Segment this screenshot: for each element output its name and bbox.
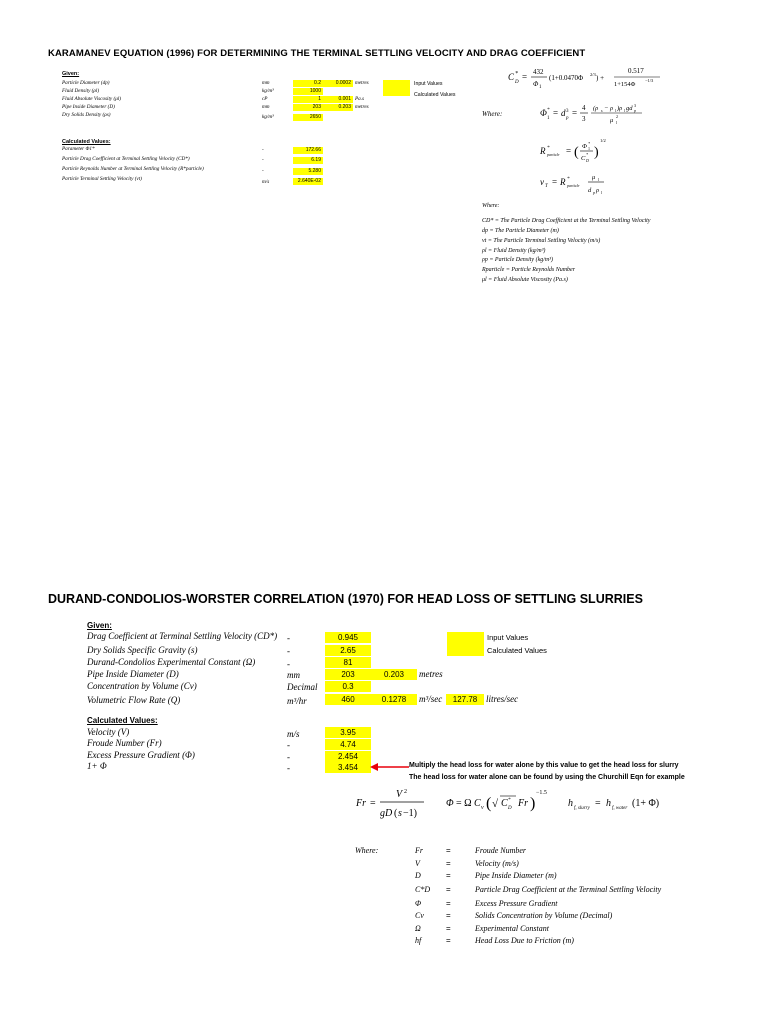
given-extra-unit-pipe-diameter: metres [355, 104, 369, 110]
svg-text:T: T [545, 184, 548, 189]
svg-text:)ρ: )ρ [617, 105, 623, 112]
dcw-def-desc-omega: Experimental Constant [475, 924, 549, 933]
svg-text:f, water: f, water [612, 806, 628, 811]
dcw-unit-drag-coefficient: - [287, 633, 290, 643]
dcw-unit-specific-gravity: - [287, 646, 290, 656]
given-unit-fluid-density: kg/m³ [262, 88, 274, 94]
svg-text:d: d [561, 108, 566, 118]
svg-text:(: ( [574, 145, 579, 160]
definition-fluid-viscosity: μl = Fluid Absolute Viscosity (Pa.s) [482, 277, 568, 283]
svg-text:l: l [616, 120, 618, 125]
svg-text:*: * [567, 177, 570, 182]
svg-text:C: C [501, 798, 508, 809]
dcw-label-specific-gravity: Dry Solids Specific Gravity (s) [87, 645, 198, 655]
svg-text:−1.5: −1.5 [536, 790, 547, 796]
legend-calc-label: Calculated Values [414, 92, 456, 98]
dcw-def-sym-diameter: D [415, 871, 421, 880]
given-extra-particle-diameter: 0.0002 [323, 80, 353, 87]
dcw-def-desc-phi: Excess Pressure Gradient [475, 899, 558, 908]
calc-label-settling-velocity: Particle Terminal Settling Velocity (vt) [62, 176, 142, 182]
svg-text:) +: ) + [596, 74, 605, 82]
dcw-def-eq-froude: = [446, 846, 451, 855]
dcw-unit-pipe-diameter: mm [287, 670, 300, 680]
calc-label-drag-coefficient: Particle Drag Coefficient at Terminal Settling Velocity (CD*) [62, 156, 190, 162]
svg-text:Where:: Where: [482, 110, 503, 118]
svg-text:v: v [540, 177, 544, 187]
definition-particle-density: ρp = Particle Density (kg/m³) [482, 257, 554, 263]
dcw-legend-calc-label: Calculated Values [487, 646, 547, 655]
red-arrow-icon [368, 761, 410, 773]
svg-text:Φ: Φ [533, 80, 539, 88]
svg-text:D: D [586, 158, 589, 163]
svg-text:4: 4 [582, 104, 586, 112]
dcw-label-concentration: Concentration by Volume (Cv) [87, 681, 197, 691]
svg-text:d: d [588, 187, 592, 194]
dcw-calc-unit-froude: - [287, 740, 290, 750]
dcw-calc-value-froude: 4.74 [325, 739, 371, 750]
svg-text:μ: μ [592, 174, 596, 181]
svg-text:h: h [568, 798, 573, 809]
dcw-label-drag-coefficient: Drag Coefficient at Terminal Settling Velocity (CD*) [87, 631, 278, 641]
given-extra-unit-particle-diameter: metres [355, 80, 369, 86]
dcw-note-multiply: Multiply the head loss for water alone by this value to get the head loss for slurry [409, 762, 679, 769]
given-value-pipe-diameter[interactable]: 203 [293, 104, 323, 111]
svg-text:=: = [522, 72, 528, 82]
dcw-legend-swatch [447, 632, 484, 656]
dcw-calc-unit-one-plus-phi: - [287, 763, 290, 773]
dcw-value-experimental-constant[interactable]: 81 [325, 657, 371, 668]
calc-unit-drag-coefficient: - [262, 157, 264, 163]
given-unit-fluid-viscosity: cP [262, 96, 268, 102]
svg-text:p: p [566, 116, 569, 121]
svg-text:*: * [586, 152, 588, 157]
calc-unit-settling-velocity: m/s [262, 179, 270, 185]
svg-text:=: = [566, 146, 572, 156]
dcw-calc-value-velocity: 3.95 [325, 727, 371, 738]
dcw-calc-value-pressure-gradient: 2.454 [325, 751, 371, 762]
svg-text:gD: gD [380, 808, 393, 819]
svg-text:): ) [594, 145, 599, 160]
dcw-def-sym-velocity: V [415, 859, 420, 868]
dcw-legend-input-label: Input Values [487, 633, 529, 642]
calc-value-reynolds-number: 5.280 [293, 168, 323, 175]
svg-text:1: 1 [539, 85, 542, 90]
dcw-calc-value-one-plus-phi: 3.454 [325, 762, 371, 773]
definition-fluid-density: ρl = Fluid Density (kg/m³) [482, 248, 546, 254]
svg-text:C: C [508, 72, 515, 82]
svg-text:(1+ Φ): (1+ Φ) [632, 798, 660, 809]
svg-text:1+154Φ: 1+154Φ [614, 81, 636, 88]
dcw-where-label: Where: [355, 846, 379, 855]
svg-text:=: = [370, 798, 376, 809]
svg-text:432: 432 [533, 68, 544, 76]
karamanev-given-heading: Given: [62, 71, 80, 77]
svg-text:*: * [515, 71, 518, 77]
dcw-label-pipe-diameter: Pipe Inside Diameter (D) [87, 669, 179, 679]
dcw-flow-rate-m3s: 0.1278 [371, 694, 417, 705]
svg-text:*: * [508, 798, 511, 803]
dcw-equations [350, 785, 690, 827]
given-unit-solids-density: kg/m³ [262, 114, 274, 120]
dcw-def-eq-omega: = [446, 924, 451, 933]
dcw-def-sym-concentration: Cv [415, 911, 424, 920]
svg-text:Fr: Fr [518, 798, 528, 809]
dcw-def-sym-drag: C*D [415, 885, 431, 894]
dcw-label-experimental-constant: Durand-Condolios Experimental Constant (Ω) [87, 657, 256, 667]
dcw-def-sym-phi: Φ [415, 899, 422, 908]
dcw-flow-rate-m3s-unit: m³/sec [419, 694, 443, 704]
svg-text:1: 1 [547, 116, 550, 121]
svg-text:p: p [634, 108, 636, 113]
svg-text:v: v [481, 805, 484, 811]
calc-unit-reynolds-number: - [262, 168, 264, 174]
given-label-particle-diameter: Particle Diameter (dp) [62, 80, 110, 86]
dcw-calc-label-one-plus-phi: 1+ Φ [87, 761, 107, 771]
calc-label-reynolds-number: Particle Reynolds Number at Terminal Settling Velocity (R*particle) [62, 166, 204, 172]
dcw-def-desc-drag: Particle Drag Coefficient at the Terminal Settling Velocity [475, 885, 662, 894]
svg-text:R: R [540, 146, 546, 156]
dcw-note-churchill: The head loss for water alone can be found by using the Churchill Eqn for example [409, 774, 685, 781]
dcw-unit-flow-rate: m³/hr [287, 696, 307, 706]
dcw-unit-experimental-constant: - [287, 659, 290, 669]
svg-text:3: 3 [582, 115, 586, 123]
legend-input-swatch [383, 80, 410, 96]
karamanev-calc-heading: Calculated Values: [62, 139, 111, 145]
definition-settling-velocity: vt = The Particle Terminal Settling Velocity (m/s) [482, 238, 601, 244]
dcw-label-flow-rate: Volumetric Flow Rate (Q) [87, 695, 181, 705]
svg-text:Φ: Φ [540, 108, 547, 118]
svg-text:V: V [396, 789, 403, 800]
dcw-def-eq-head-loss: = [446, 936, 451, 945]
svg-text:C: C [581, 155, 586, 162]
dcw-def-desc-concentration: Solids Concentration by Volume (Decimal) [475, 911, 613, 920]
svg-text:2: 2 [616, 114, 618, 119]
svg-text:(: ( [486, 795, 492, 812]
dcw-def-eq-concentration: = [446, 911, 451, 920]
dcw-def-eq-phi: = [446, 899, 451, 908]
svg-text:=: = [553, 108, 559, 118]
definition-reynolds-number: Rparticle = Particle Reynolds Number [482, 267, 576, 273]
calc-value-parameter: 172.66 [293, 147, 323, 154]
svg-text:D: D [515, 80, 519, 85]
svg-text:0.517: 0.517 [628, 67, 644, 75]
dcw-value-flow-rate[interactable]: 460 [325, 694, 371, 705]
svg-text:R: R [560, 177, 566, 187]
svg-text:): ) [530, 795, 536, 812]
dcw-def-sym-omega: Ω [415, 924, 421, 933]
svg-text:p: p [593, 190, 595, 195]
given-label-pipe-diameter: Pipe Inside Diameter (D) [62, 104, 115, 110]
dcw-def-eq-velocity: = [446, 859, 451, 868]
given-value-fluid-density[interactable]: 1000 [293, 88, 323, 95]
dcw-value-drag-coefficient[interactable]: 0.945 [325, 632, 371, 643]
svg-text:3: 3 [566, 109, 569, 114]
dcw-def-sym-head-loss: hf [415, 936, 422, 945]
svg-text:(1+0.0470Φ: (1+0.0470Φ [549, 74, 584, 82]
dcw-calc-label-pressure-gradient: Excess Pressure Gradient (Φ) [87, 750, 195, 760]
given-value-solids-density[interactable]: 2650 [293, 114, 323, 121]
dcw-pipe-diameter-metres-unit: metres [419, 669, 443, 679]
given-extra-unit-fluid-viscosity: Pa.s [355, 96, 365, 102]
svg-text:l: l [598, 177, 600, 182]
karamanev-equations [482, 62, 700, 202]
dcw-calc-label-velocity: Velocity (V) [87, 727, 130, 737]
svg-text:(ρ: (ρ [593, 105, 599, 112]
svg-text:− ρ: − ρ [604, 105, 614, 112]
dcw-def-desc-velocity: Velocity (m/s) [475, 859, 519, 868]
dcw-def-eq-drag: = [446, 885, 451, 894]
svg-text:−1/3: −1/3 [645, 78, 654, 83]
svg-text:2: 2 [404, 789, 407, 795]
given-extra-fluid-viscosity: 0.001 [323, 96, 353, 103]
dcw-def-desc-head-loss: Head Loss Due to Friction (m) [475, 936, 574, 945]
svg-text:Φ: Φ [446, 798, 454, 809]
svg-text:√: √ [492, 798, 499, 810]
svg-text:=: = [595, 798, 601, 809]
dcw-calc-heading: Calculated Values: [87, 716, 158, 725]
karamanev-where-heading: Where: [482, 203, 500, 209]
dcw-unit-concentration: Decimal [287, 682, 318, 692]
dcw-value-specific-gravity[interactable]: 2.65 [325, 645, 371, 656]
given-extra-pipe-diameter: 0.203 [323, 104, 353, 111]
svg-text:ρ: ρ [596, 187, 600, 194]
given-label-fluid-viscosity: Fluid Absolute Viscosity (μl) [62, 96, 122, 102]
dcw-flow-rate-ls-unit: litres/sec [486, 694, 519, 704]
given-label-solids-density: Dry Solids Density (ρs) [62, 112, 111, 118]
dcw-def-sym-froude: Fr [415, 846, 423, 855]
svg-text:particle: particle [567, 183, 580, 188]
svg-text:h: h [606, 798, 611, 809]
svg-text:Φ: Φ [582, 143, 587, 150]
svg-text:*: * [588, 141, 590, 146]
svg-text:C: C [474, 798, 481, 809]
svg-text:D: D [508, 806, 512, 811]
dcw-given-heading: Given: [87, 621, 112, 630]
dcw-value-pipe-diameter[interactable]: 203 [325, 669, 371, 680]
dcw-value-concentration[interactable]: 0.3 [325, 681, 371, 692]
svg-text:1/2: 1/2 [600, 138, 606, 143]
svg-text:l: l [624, 108, 626, 113]
svg-text:*: * [547, 146, 550, 151]
svg-text:*: * [547, 108, 550, 113]
dcw-title: DURAND-CONDOLIOS-WORSTER CORRELATION (1970) FOR HEAD LOSS OF SETTLING SLURRIES [48, 592, 643, 606]
svg-text:μ: μ [610, 117, 614, 124]
definition-particle-diameter: dp = The Particle Diameter (m) [482, 228, 559, 234]
svg-text:Fr: Fr [356, 798, 366, 809]
svg-text:=: = [552, 177, 558, 187]
given-unit-pipe-diameter: mm [262, 104, 270, 110]
dcw-def-desc-froude: Froude Number [475, 846, 527, 855]
dcw-calc-unit-velocity: m/s [287, 729, 300, 739]
svg-text:−1): −1) [403, 808, 417, 819]
svg-text:particle: particle [547, 152, 560, 157]
svg-text:1: 1 [588, 146, 590, 151]
calc-unit-parameter: - [262, 147, 264, 153]
svg-text:=: = [572, 108, 578, 118]
calc-value-settling-velocity: 2.640E-02 [293, 178, 323, 185]
svg-text:2/3: 2/3 [590, 72, 596, 77]
dcw-def-desc-diameter: Pipe Inside Diameter (m) [475, 871, 557, 880]
given-value-fluid-viscosity[interactable]: 1 [293, 96, 323, 103]
dcw-calc-unit-pressure-gradient: - [287, 752, 290, 762]
svg-text:(: ( [394, 808, 398, 819]
calc-label-parameter: Parameter Φ1* [62, 146, 95, 152]
svg-text:l: l [615, 108, 617, 113]
svg-text:l: l [601, 190, 603, 195]
dcw-pipe-diameter-metres: 0.203 [371, 669, 417, 680]
svg-text:s: s [601, 108, 603, 113]
legend-input-label: Input Values [414, 81, 443, 87]
svg-text:gd: gd [626, 105, 633, 112]
dcw-def-eq-diameter: = [446, 871, 451, 880]
svg-text:f, slurry: f, slurry [574, 806, 590, 811]
dcw-calc-label-froude: Froude Number (Fr) [87, 738, 162, 748]
svg-text:3: 3 [634, 103, 636, 108]
given-label-fluid-density: Fluid Density (ρl) [62, 88, 100, 94]
svg-text:s: s [398, 808, 402, 819]
dcw-flow-rate-ls: 127.78 [446, 694, 484, 705]
calc-value-drag-coefficient: 6.19 [293, 157, 323, 164]
definition-drag-coefficient: CD* = The Particle Drag Coefficient at the Terminal Settling Velocity [482, 218, 651, 224]
karamanev-title: KARAMANEV EQUATION (1996) FOR DETERMINING THE TERMINAL SETTLING VELOCITY AND DRAG COEFFICIENT [48, 48, 586, 59]
given-value-particle-diameter[interactable]: 0.2 [293, 80, 323, 87]
given-unit-particle-diameter: mm [262, 80, 270, 86]
svg-text:= Ω: = Ω [456, 798, 472, 809]
